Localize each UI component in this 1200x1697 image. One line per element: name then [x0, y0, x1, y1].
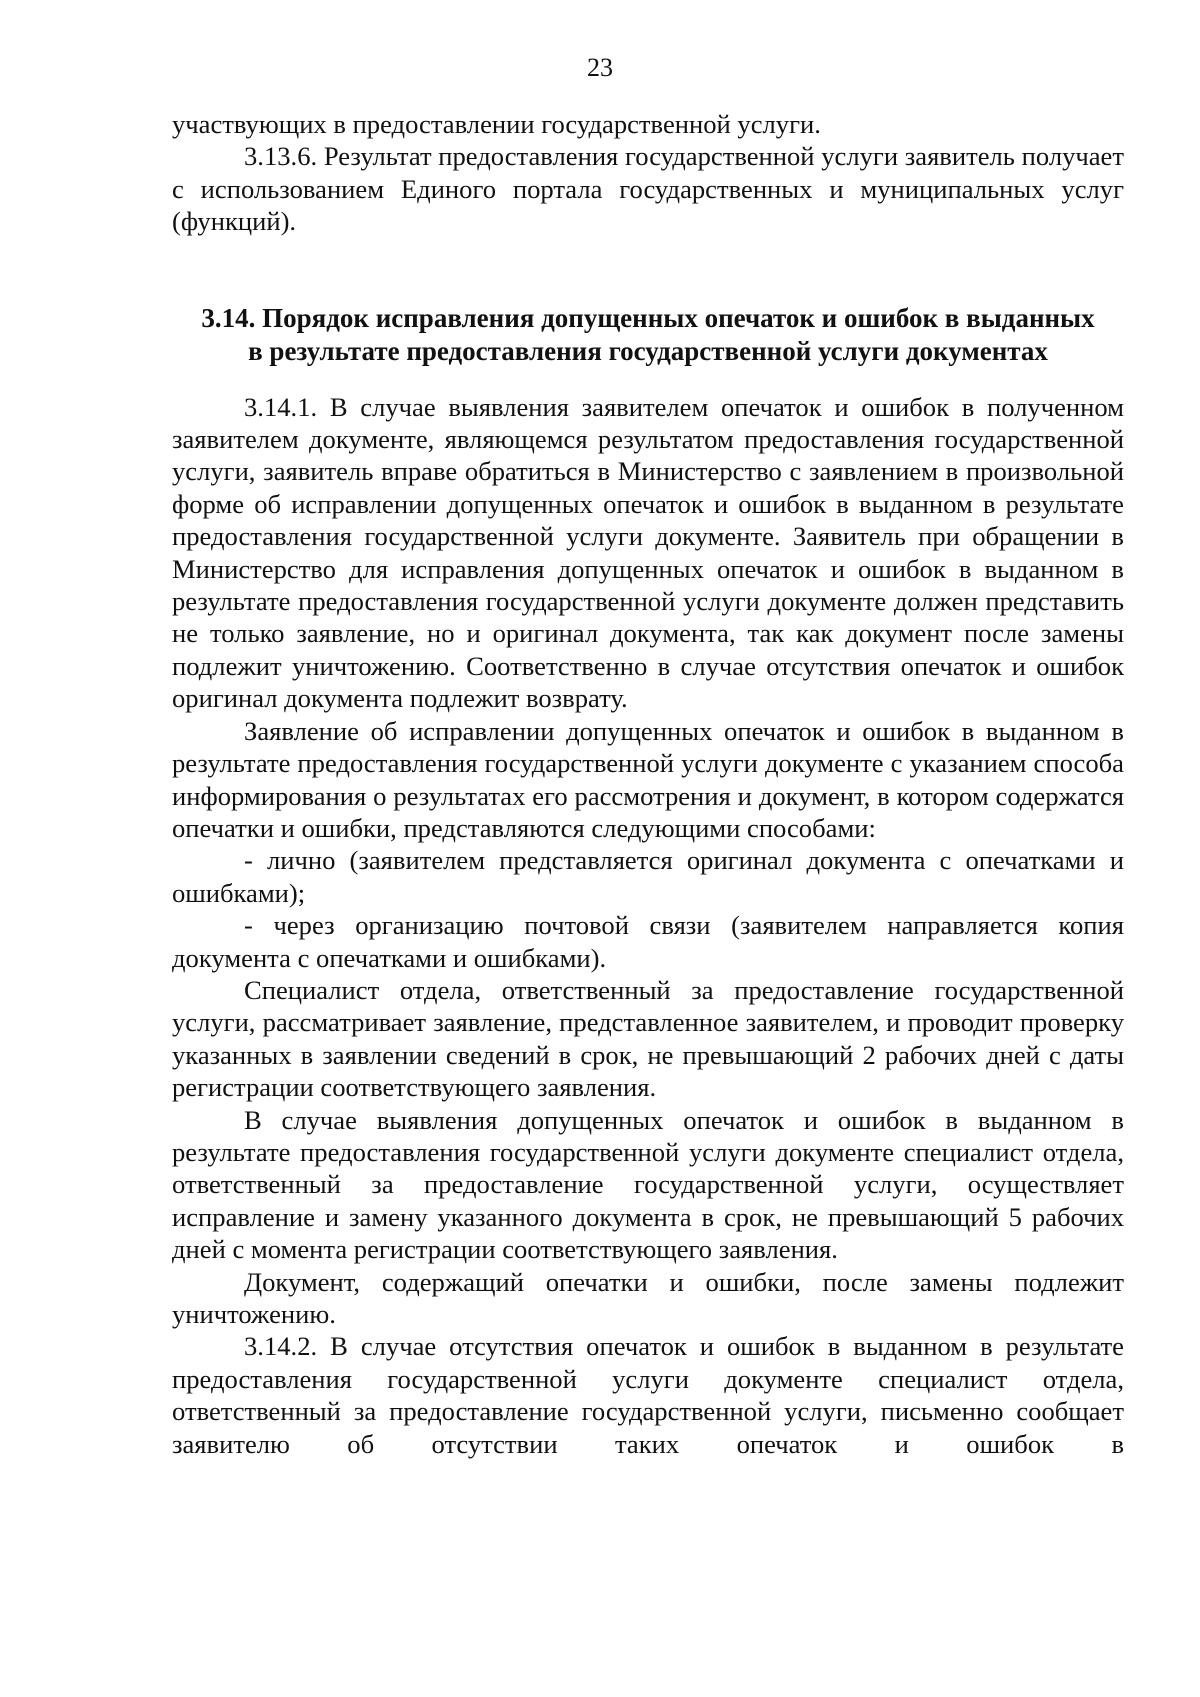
paragraph-application-methods: Заявление об исправлении допущенных опечаток и ошибок в выданном в результате предоставления государственной услуги документе с указанием способа информирования о результатах его рассмотрения и документ, в котором содержатся опечатки и ошибки, представляются следующими способами: — [172, 715, 1124, 843]
paragraph-3-13-6: 3.13.6. Результат предоставления государственной услуги заявитель получает с использованием Единого портала государственных и муниципальных услуг (функций). — [172, 141, 1124, 237]
document-body — [172, 108, 1124, 1460]
section-heading-3-14 — [172, 302, 1124, 368]
paragraph-continuation: участвующих в предоставлении государственной услуги. — [172, 109, 821, 139]
list-item-in-person: - лично (заявителем представляется оригинал документа с опечатками и ошибками); — [172, 845, 1124, 908]
list-item-by-post: - через организацию почтовой связи (заявителем направляется копия документа с опечатками и ошибками). — [172, 910, 1124, 973]
paragraph-destruction: Документ, содержащий опечатки и ошибки, после замены подлежит уничтожению. — [172, 1266, 1124, 1329]
heading-line-2: в результате предоставления государственной услуги документах — [248, 335, 1048, 366]
paragraph-correction: В случае выявления допущенных опечаток и ошибок в выданном в результате предоставления государственной услуги документе специалист отдела, ответственный за предоставление государственной услуги, осуществляет исправление и замену указанного документа в срок, не превышающий 5 рабочих дней с момента регистрации соответствующего заявления. — [172, 1104, 1124, 1265]
page-number: 23 — [587, 53, 613, 82]
paragraph-3-14-2: 3.14.2. В случае отсутствия опечаток и ошибок в выданном в результате предоставления государственной услуги документе специалист отдела, ответственный за предоставление государственной услуги, письменно сообщает заявителю об отсутствии таких опечаток и ошибок в — [172, 1331, 1124, 1459]
paragraph-review: Специалист отдела, ответственный за предоставление государственной услуги, рассматривает заявление, представленное заявителем, и проводит проверку указанных в заявлении сведений в срок, не превышающий 2 рабочих дней с даты регистрации соответствующего заявления. — [172, 974, 1124, 1103]
heading-line-1: 3.14. Порядок исправления допущенных опечаток и ошибок в выданных — [201, 302, 1095, 333]
paragraph-3-14-1: 3.14.1. В случае выявления заявителем опечаток и ошибок в полученном заявителем документе, являющемся результатом предоставления государственной услуги, заявитель вправе обратиться в Министерство с заявлением в произвольной форме об исправлении допущенных опечаток и ошибок в выданном в результате предоставления государственной услуги документе. Заявитель при обращении в Министерство для исправления допущенных опечаток и ошибок в выданном в результате предоставления государственной услуги документе должен представить не только заявление, но и оригинал документа, так как документ после замены подлежит уничтожению. Соответственно в случае отсутствия опечаток и ошибок оригинал документа подлежит возврату. — [172, 391, 1124, 714]
